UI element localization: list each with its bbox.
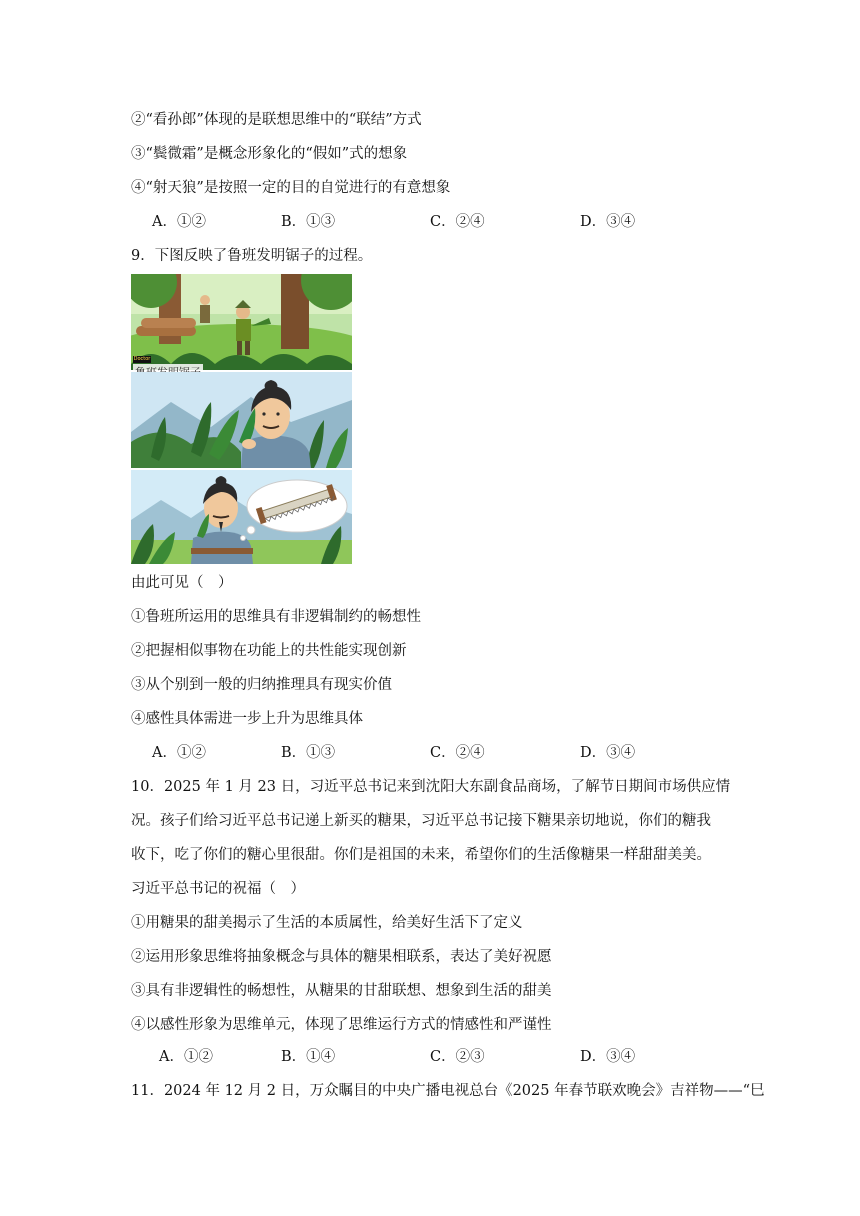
q8-item-2: ②“看孙郎”体现的是联想思维中的“联结”方式 bbox=[131, 112, 422, 128]
q10-stem-line-2: 况。孩子们给习近平总书记递上新买的糖果，习近平总书记接下糖果亲切地说，你们的糖我 bbox=[131, 813, 711, 829]
q9-lead: 由此可见（ ） bbox=[131, 575, 233, 591]
figure-panel-forest bbox=[131, 274, 352, 370]
q10-item-3: ③具有非逻辑性的畅想性，从糖果的甘甜联想、想象到生活的甜美 bbox=[131, 983, 552, 999]
q9-item-2: ②把握相似事物在功能上的共性能实现创新 bbox=[131, 643, 407, 659]
q9-item-3: ③从个别到一般的归纳推理具有现实价值 bbox=[131, 677, 392, 693]
q9-option-d[interactable]: D．③④ bbox=[580, 745, 636, 761]
q9-option-a[interactable]: A．①② bbox=[152, 745, 206, 761]
q10-option-b[interactable]: B．①④ bbox=[281, 1049, 336, 1065]
q8-option-a[interactable]: A．①② bbox=[152, 214, 206, 230]
q11-stem-line-1: 11．2024 年 12 月 2 日，万众瞩目的中央广播电视总台《2025 年春节联欢晚会》吉祥物——“巳 bbox=[131, 1083, 765, 1099]
q9-item-1: ①鲁班所运用的思维具有非逻辑制约的畅想性 bbox=[131, 609, 421, 625]
q8-item-3: ③“鬓微霜”是概念形象化的“假如”式的想象 bbox=[131, 146, 408, 162]
q9-stem: 9．下图反映了鲁班发明锯子的过程。 bbox=[131, 248, 373, 264]
q8-option-c[interactable]: C．②④ bbox=[430, 214, 485, 230]
q10-option-c[interactable]: C．②③ bbox=[430, 1049, 485, 1065]
luban-saw-figure bbox=[131, 274, 352, 564]
q10-item-4: ④以感性形象为思维单元，体现了思维运行方式的情感性和严谨性 bbox=[131, 1017, 552, 1033]
q10-item-1: ①用糖果的甜美揭示了生活的本质属性，给美好生活下了定义 bbox=[131, 915, 523, 931]
figure-panel-leaf bbox=[131, 372, 352, 468]
q10-item-2: ②运用形象思维将抽象概念与具体的糖果相联系，表达了美好祝愿 bbox=[131, 949, 552, 965]
q9-option-b[interactable]: B．①③ bbox=[281, 745, 336, 761]
q9-item-4: ④感性具体需进一步上升为思维具体 bbox=[131, 711, 363, 727]
q8-option-d[interactable]: D．③④ bbox=[580, 214, 636, 230]
figure-badge: Doctor bbox=[133, 356, 151, 362]
q9-option-c[interactable]: C．②④ bbox=[430, 745, 485, 761]
q10-stem-line-4: 习近平总书记的祝福（ ） bbox=[131, 881, 305, 897]
q10-stem-line-1: 10．2025 年 1 月 23 日，习近平总书记来到沈阳大东副食品商场，了解节日期间市场供应情 bbox=[131, 779, 731, 795]
q8-option-b[interactable]: B．①③ bbox=[281, 214, 336, 230]
figure-panel-idea bbox=[131, 470, 352, 564]
q10-option-d[interactable]: D．③④ bbox=[580, 1049, 636, 1065]
q10-option-a[interactable]: A．①② bbox=[159, 1049, 213, 1065]
q10-stem-line-3: 收下，吃了你们的糖心里很甜。你们是祖国的未来，希望你们的生活像糖果一样甜甜美美。 bbox=[131, 847, 711, 863]
q8-item-4: ④“射天狼”是按照一定的目的自觉进行的有意想象 bbox=[131, 180, 451, 196]
